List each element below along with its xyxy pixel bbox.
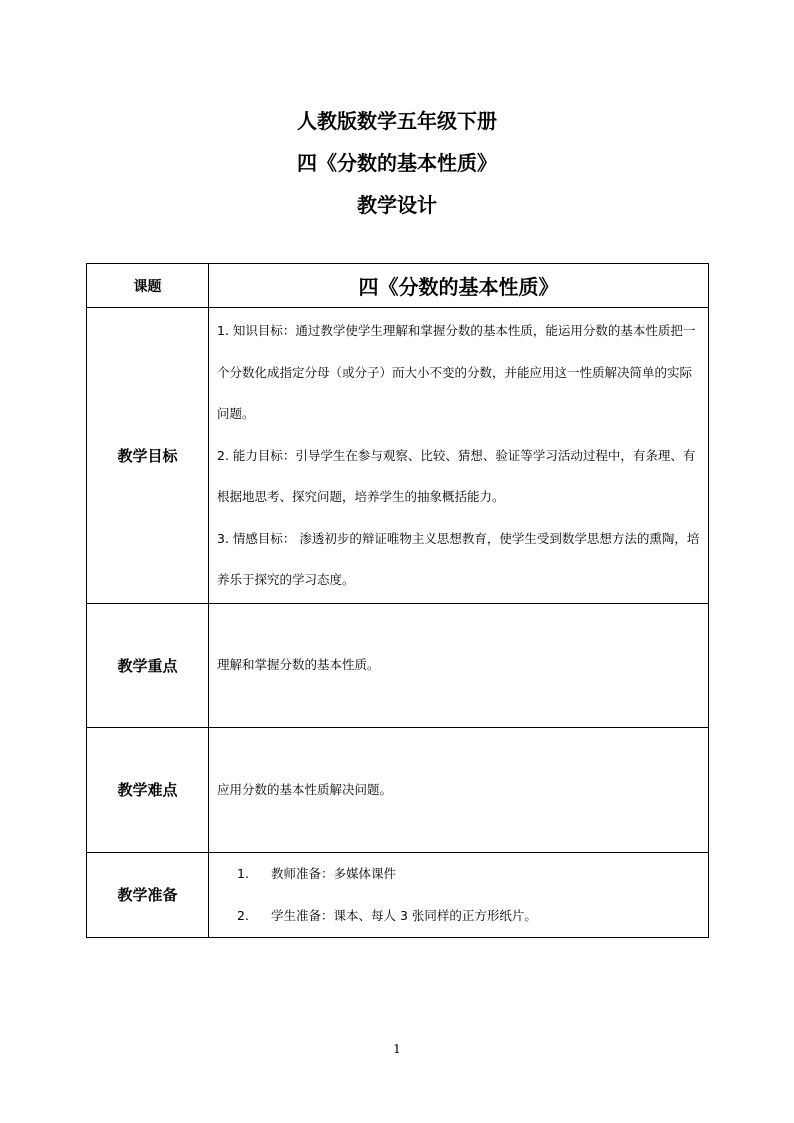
preparation-item-number: 1. [237,865,249,881]
goal-emotion: 3. 情感目标： 渗透初步的辩证唯物主义思想教育，使学生受到数学思想方法的熏陶，培养乐于探究的学习态度。 [217,530,700,587]
key-point-label: 教学重点 [87,603,209,727]
preparation-label: 教学准备 [87,852,209,937]
preparation-list [209,853,708,937]
document-title [0,100,794,226]
difficulty-value: 应用分数的基本性质解决问题。 [209,727,709,852]
lesson-plan-table [86,263,709,938]
preparation-item-number: 2. [237,907,249,923]
subject-label: 课题 [87,264,209,308]
preparation-item-student [209,895,708,937]
goal-knowledge: 1. 知识目标：通过教学使学生理解和掌握分数的基本性质，能运用分数的基本性质把一个分数化成指定分母（或分子）而大小不变的分数，并能应用这一性质解决简单的实际问题。 [217,323,696,421]
page-number: 1 [393,1042,401,1056]
goals-content [209,308,709,604]
goals-row [87,308,709,604]
key-point-value: 理解和掌握分数的基本性质。 [209,603,709,727]
preparation-item-text: 学生准备：课本、每人 3 张同样的正方形纸片。 [271,907,537,923]
title-line-lesson: 四《分数的基本性质》 [297,151,497,175]
subject-value: 四《分数的基本性质》 [209,264,709,308]
preparation-content [209,852,709,937]
key-point-row [87,603,709,727]
difficulty-row [87,727,709,852]
preparation-row [87,852,709,937]
subject-row [87,264,709,308]
preparation-item-text: 教师准备：多媒体课件 [271,865,397,881]
difficulty-label: 教学难点 [87,727,209,852]
title-line-textbook: 人教版数学五年级下册 [297,109,497,133]
title-line-design: 教学设计 [357,193,437,217]
goals-label: 教学目标 [87,308,209,604]
preparation-item-teacher [209,853,708,895]
goal-ability: 2. 能力目标：引导学生在参与观察、比较、猜想、验证等学习活动过程中，有条理、有根据地思考、探究问题，培养学生的抽象概括能力。 [217,447,696,504]
